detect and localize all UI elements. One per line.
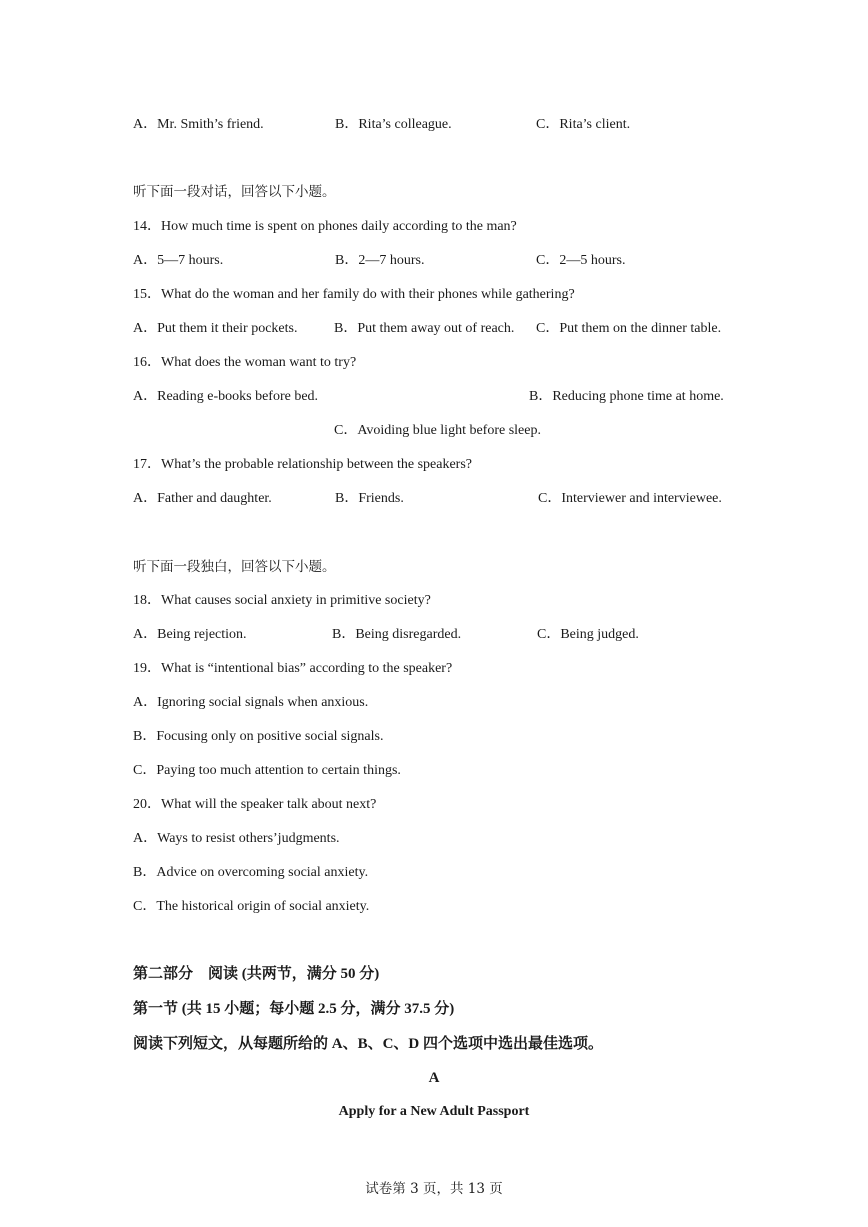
q20-stem: 20．What will the speaker talk about next? — [133, 797, 377, 812]
q15-option-b: B．Put them away out of reach. — [334, 321, 515, 336]
q19-option-c: C．Paying too much attention to certain things. — [133, 763, 401, 778]
q14-option-c: C．2—5 hours. — [536, 253, 626, 268]
q18-option-c: C．Being judged. — [537, 627, 639, 642]
q18-stem: 18．What causes social anxiety in primitive society? — [133, 593, 431, 608]
q17-option-b: B．Friends. — [335, 491, 404, 506]
part2-instruction: 阅读下列短文，从每题所给的 A、B、C、D 四个选项中选出最佳选项。 — [133, 1036, 604, 1052]
q15-stem: 15．What do the woman and her family do with their phones while gathering? — [133, 287, 575, 302]
q18-option-b: B．Being disregarded. — [332, 627, 462, 642]
q20-option-c: C．The historical origin of social anxiety. — [133, 899, 370, 914]
q16-option-b: B．Reducing phone time at home. — [529, 389, 724, 404]
part2-section1-heading: 第一节 (共 15 小题；每小题 2.5 分，满分 37.5 分) — [133, 1001, 455, 1017]
q17-option-a: A．Father and daughter. — [133, 491, 272, 506]
q18-option-a: A．Being rejection. — [133, 627, 247, 642]
dialog-instruction: 听下面一段对话，回答以下小题。 — [133, 184, 336, 200]
part2-heading: 第二部分 阅读 (共两节，满分 50 分) — [133, 966, 380, 982]
q15-option-c: C．Put them on the dinner table. — [536, 321, 722, 336]
page-footer: 试卷第 3 页，共 13 页 — [365, 1181, 503, 1197]
q19-stem: 19．What is “intentional bias” according to the speaker? — [133, 661, 453, 676]
passage-letter: A — [428, 1070, 440, 1086]
q13-option-a: A．Mr. Smith’s friend. — [133, 117, 264, 132]
q19-option-b: B．Focusing only on positive social signals. — [133, 729, 384, 744]
q14-option-b: B．2—7 hours. — [335, 253, 425, 268]
q13-option-b: B．Rita’s colleague. — [335, 117, 452, 132]
q20-option-a: A．Ways to resist others’judgments. — [133, 831, 340, 846]
q13-option-c: C．Rita’s client. — [536, 117, 631, 132]
q19-option-a: A．Ignoring social signals when anxious. — [133, 695, 369, 710]
q20-option-b: B．Advice on overcoming social anxiety. — [133, 865, 369, 880]
q16-option-a: A．Reading e-books before bed. — [133, 389, 319, 404]
q14-stem: 14．How much time is spent on phones daily according to the man? — [133, 219, 517, 234]
monologue-instruction: 听下面一段独白，回答以下小题。 — [133, 559, 336, 575]
q17-stem: 17．What’s the probable relationship between the speakers? — [133, 457, 472, 472]
q17-option-c: C．Interviewer and interviewee. — [538, 491, 722, 506]
q16-option-c: C．Avoiding blue light before sleep. — [334, 423, 541, 438]
q14-option-a: A．5—7 hours. — [133, 253, 224, 268]
q16-stem: 16．What does the woman want to try? — [133, 355, 357, 370]
q15-option-a: A．Put them it their pockets. — [133, 321, 298, 336]
passage-title: Apply for a New Adult Passport — [338, 1104, 530, 1119]
